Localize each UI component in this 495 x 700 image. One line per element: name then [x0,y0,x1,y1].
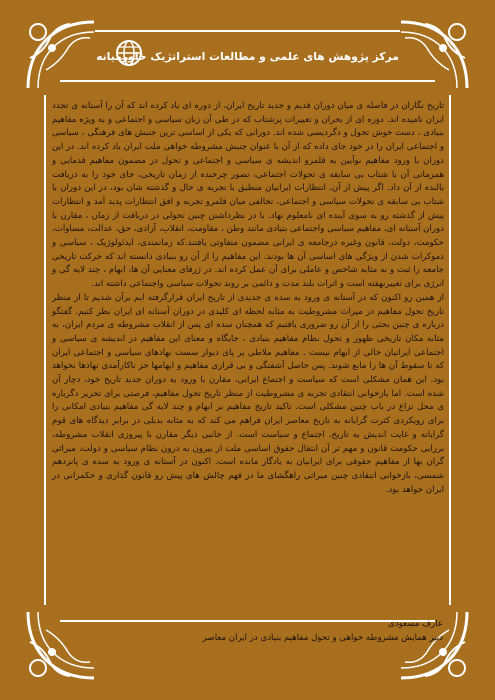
signature-role: دبیر همایش مشروطه خواهی و تحول مفاهیم بنیادی در ایران معاصر [202,633,443,643]
header-title: مرکز پژوهش های علمی و مطالعات استراتژیک خاورمیانه [96,49,399,63]
header-top-line [95,30,400,32]
globe-icon [115,39,143,67]
signature-name: عارف مسعودی [388,619,443,629]
header [40,36,455,76]
paragraph-1: تاریخ نگاران در فاصله ی میان دوران قدیم و جدید تاریخ ایران، از دوره ای یاد کرده اند که آن را آستانه ی تجدد ایران نامیده اند. دوره ای از بحران و تغییرات پرشتاب که در طی آن زبان سیاسی و اجتماعی و به ویژه مفاهیم بنیادی ، دست خوش تحول و دگردیسی شده اند. دورانی که یکی از اساسی ترین جنبش های فرهنگی ، سیاسی و اجتماعی ایران را در خود جای داده که از آن با عنوان جنبش مشروطه خواهی ملت ایران یاد کرده اند. در این دوران با ورود مفاهیم نوآیین به قلمرو اندیشه ی سیاسی و اجتماعی و تحول در مضمون مفاهیم قدمایی و همزمانی آن با شتاب بی سابقه ی تحولات اجتماعی، تصور چرخنده از زمان تاریخی، جای خود را به دریافت بالنده از آن داد. اگر پیش از آن، انتظارات ایرانیان منطبق با تجربه ی حال و گذشته شان بود، در این دوران با شتاب بی سابقه ی تحولات سیاسی و اجتماعی، تخالفی میان قلمرو تجربه و افق انتظارات پدید آمد و انتظارات پیش از گذشته رو به سوی آینده ای نامعلوم نهاد. با در نظرداشتن چنین تحولی در دریافت از زمان ، مقارن با دوران آستانه ای، مفاهیم سیاسی واجتماعی بنیادی مانند وطن ، مقاومت، انقلاب، آزادی، حق، عدالت، مساوات، حکومت، دولت، قانون وغیره درجامعه ی ایرانی مضمون متفاوتی یافتند.که زمانمندی، ایدئولوژیک ، سیاسی و دموکرات شدن از ویژگی های اساسی آن ها بودند. این مفاهیم را از آن رو بنیادی دانسته اند که حرکت تاریخی جامعه را ثبت و به مثابه شاخص و عاملی برای آن عمل کرده اند. در ژرفای معنایی آن ها، ابهام ، چند لایه گی و انرژی برای تغییرنهفته است و اثرات بلند مدت و دائمی بر روند تحولات سیاسی واجتماعی داشته اند. [52,101,444,290]
signature [51,617,443,645]
paragraph-2: از همین رو اکنون که در آستانه ی ورود به سده ی جدیدی از تاریخ ایران قرارگرفته ایم برآن شدیم تا از منظر تاریخ تحول مفاهیم در میراث مشروطیت به مثابه لحظه ای کلیدی در دوران آستانه ای ایران نظر کنیم. گفتگو درباره ی چنین بحثی را از آن رو ضروری یافتیم که همچنان سده ای پس از انقلاب مشروطه ی مردم ایران، به مثابه مکان تاریخی ظهور و تحول نظام مفاهیم بنیادی ، جایگاه و معنای این مفاهیم در اندیشه ی سیاسی و اجتماعی ایرانیان خالی از ابهام نیست . مفاهیم ملاطی پر پای دیوار سست نهادهای سیاسی و اجتماعی ایران که تا سقوط آن ها را مانع شوند. پس حاصل آشفتگی و بی قراری مفاهیم و ابهامها جز ناکارآمدی نهادها نخواهد بود. این همان مشکلی است که سیاست و اجتماع ایرانی، مقارن با ورود به دوران جدید تاریخ خود، دچار آن شده است. اما بازخوانی انتقادی تجربه ی مشروطیت از منظر تاریخ تحول مفاهیم، فرصتی برای تحریر دگرباره ی محل نزاع در باب چنین مشکلی است. تاکید تاریخ مفاهیم بر ابهام و چند لایه گی مفاهیم بنیادی امکانی را برای رویکردی کثرت گرایانه به تاریخ معاصر ایران فراهم می کند که به مثابه بدیلی در برابر دیدگاه های قوم گرایانه و غایت اندیش به تاریخ، اجتماع و سیاست است. از جانبی دیگر مقارن با پیروزی انقلاب مشروطه، بررایی حکومت قانون و مهم تر آن انتقال حقوق اساسی ملت از بیرون به درون نظام سیاسی و دولت، میراثی گران بها از مفاهیم حقوقی برای ایرانیان به یادگار مانده است. اکنون در آستانه ی ورود به سده ی پانزدهم شمسی، بازخوانی انتقادی چنین میراثی راهگشای ما در فهم چالش های پیش رو قانون گذاری و حکمرانی در ایران خواهد بود. [52,292,444,495]
body-text [52,100,444,615]
frame-top-line [60,80,435,82]
frame-left-line [44,95,46,605]
frame-right-line [449,95,451,605]
